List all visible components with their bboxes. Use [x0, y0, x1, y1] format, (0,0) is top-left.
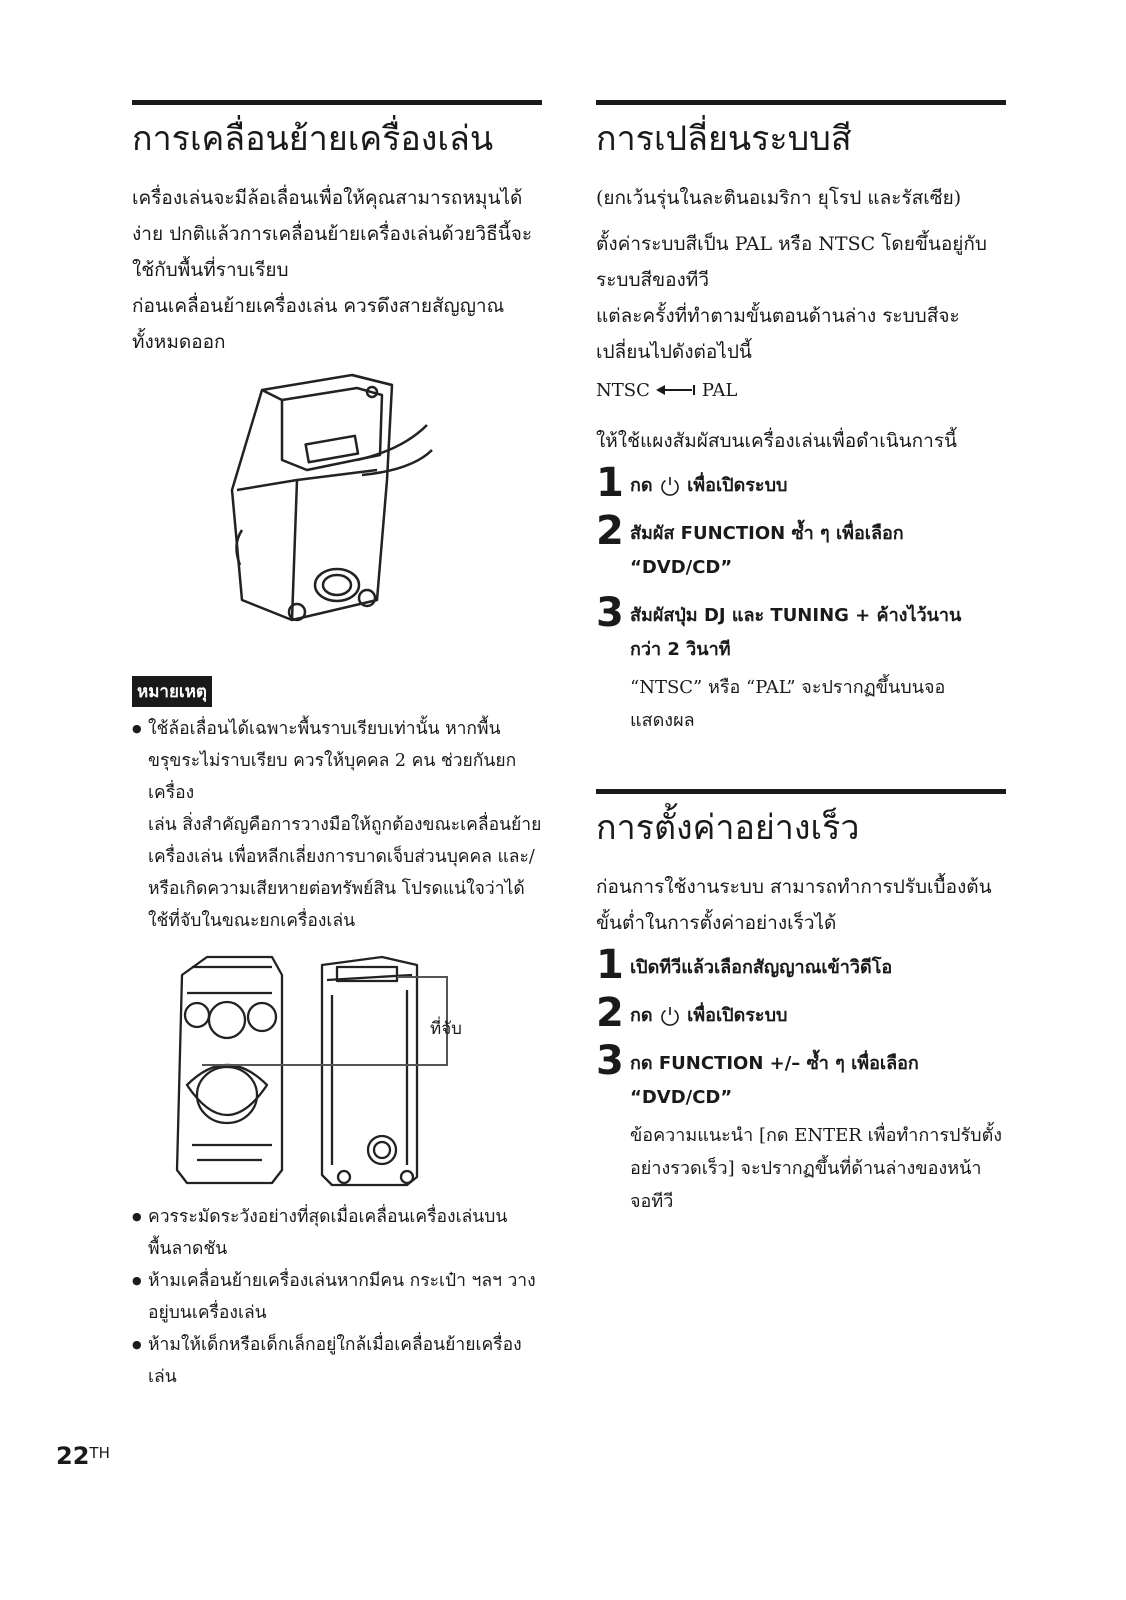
speaker-handles-illustration [132, 945, 542, 1195]
speaker-tilt-illustration [132, 370, 542, 670]
double-arrow-icon [656, 383, 696, 397]
note-item: ● ใช้ล้อเลื่อนได้เฉพาะพื้นราบเรียบเท่านั้น หากพื้น ขรุขระไม่ราบเรียบ ควรให้บุคคล 2 คน ช่วยกันยกเครื่อง เล่น สิ่งสำคัญคือการวางมือให้ถูกต้องขณะเคลื่อนย้าย เครื่องเล่น เพื่อหลีกเลี่ยงการบาดเจ็บส่วนบุคคล และ/ หรือเกิดความเสียหายต่อทรัพย์สิน โปรดแน่ใจว่าได้ ใช้ที่จับในขณะยกเครื่องเล่น [132, 713, 542, 937]
moving-intro: เครื่องเล่นจะมีล้อเลื่อนเพื่อให้คุณสามารถหมุนได้ ง่าย ปกติแล้วการเคลื่อนย้ายเครื่องเล่นด้วยวิธีนี้จะ ใช้กับพื้นที่ราบเรียบ ก่อนเคลื่อนย้ายเครื่องเล่น ควรดึงสายสัญญาณ ทั้งหมดออก [132, 186, 533, 353]
section-rule [132, 100, 542, 105]
section-title-color-system: การเปลี่ยนระบบสี [596, 119, 852, 159]
color-exception: (ยกเว้นรุ่นในละตินอเมริกา ยุโรป และรัสเซีย) [596, 186, 962, 209]
handle-callout-label: ที่จับ [430, 1018, 462, 1039]
notes-list-2 [132, 1201, 542, 1393]
touch-panel-note: ให้ใช้แผงสัมผัสบนเครื่องเล่นเพื่อดำเนินการนี้ [596, 429, 958, 452]
color-step-1: 1 กด เพื่อเปิดระบบ [596, 459, 788, 506]
left-column [132, 100, 542, 1393]
note-item: ● ห้ามเคลื่อนย้ายเครื่องเล่นหากมีคน กระเป๋า ฯลฯ วาง อยู่บนเครื่องเล่น [132, 1265, 542, 1329]
right-column [596, 100, 1006, 1232]
notes-list-1 [132, 713, 542, 937]
section-title-moving: การเคลื่อนย้ายเครื่องเล่น [132, 119, 494, 159]
quick-step-3: 3 กด FUNCTION +/– ซ้ำ ๆ เพื่อเลือก “DVD/CD” ข้อความแนะนำ [กด ENTER เพื่อทำการปรับตั้ง อย่างรวดเร็ว] จะปรากฏขึ้นที่ด้านล่างของหน้า จอทีวี [596, 1037, 1003, 1212]
color-step-3: 3 สัมผัสปุ่ม DJ และ TUNING + ค้างไว้นาน กว่า 2 วินาที “NTSC” หรือ “PAL” จะปรากฏขึ้นบนจอ แสดงผล [596, 589, 962, 731]
note-item: ● ห้ามให้เด็กหรือเด็กเล็กอยู่ใกล้เมื่อเคลื่อนย้ายเครื่อง เล่น [132, 1329, 542, 1393]
power-icon [659, 1005, 681, 1027]
note-item: ● ควรระมัดระวังอย่างที่สุดเมื่อเคลื่อนเครื่องเล่นบน พื้นลาดชัน [132, 1201, 542, 1265]
quick-step-2: 2 กด เพื่อเปิดระบบ [596, 989, 788, 1036]
quick-step-1: 1 เปิดทีวีแล้วเลือกสัญญาณเข้าวิดีโอ [596, 941, 893, 988]
color-desc: ตั้งค่าระบบสีเป็น PAL หรือ NTSC โดยขึ้นอยู่กับ ระบบสีของทีวี แต่ละครั้งที่ทำตามขั้นตอนด้านล่าง ระบบสีจะ เปลี่ยนไปดังต่อไปนี้ [596, 232, 987, 363]
power-icon [659, 475, 681, 497]
section-title-quick-setup: การตั้งค่าอย่างเร็ว [596, 807, 860, 848]
color-step-2: 2 สัมผัส FUNCTION ซ้ำ ๆ เพื่อเลือก “DVD/CD” [596, 507, 904, 578]
quick-desc: ก่อนการใช้งานระบบ สามารถทำการปรับเบื้องต้น ขั้นต่ำในการตั้งค่าอย่างเร็วได้ [596, 875, 992, 934]
note-label: หมายเหตุ [132, 676, 212, 707]
section-rule [596, 789, 1006, 794]
ntsc-pal-toggle: NTSC PAL [596, 379, 738, 401]
page-number: 22TH [56, 1442, 110, 1470]
section-rule [596, 100, 1006, 105]
